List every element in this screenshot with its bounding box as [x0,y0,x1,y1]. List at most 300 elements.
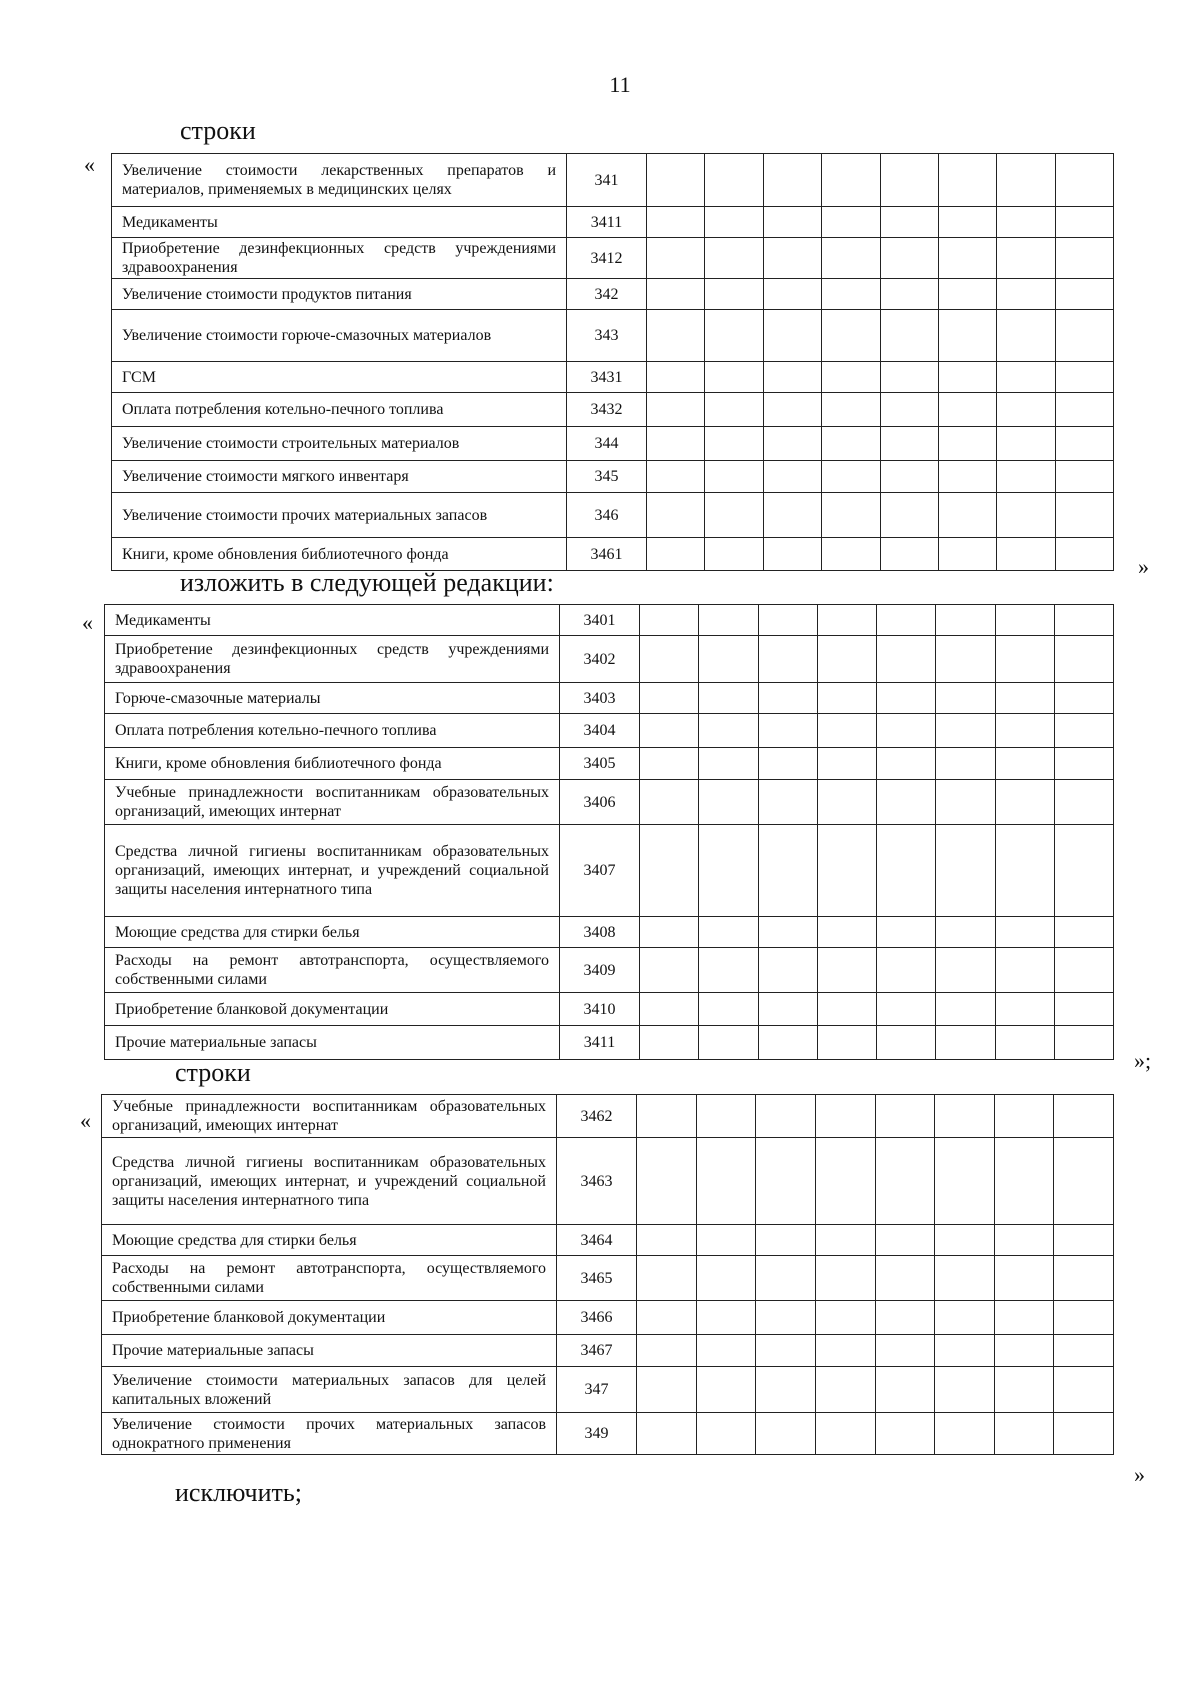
row-code: 3464 [557,1225,637,1256]
row-name: Увеличение стоимости мягкого инвентаря [112,461,567,493]
empty-cell [1054,1367,1114,1413]
empty-cell [935,1095,995,1138]
empty-cell [763,279,821,310]
empty-cell [699,825,758,917]
table-row [112,310,1114,362]
empty-cell [936,993,995,1026]
table-row [112,393,1114,427]
empty-cell [995,636,1054,683]
empty-cell [936,917,995,948]
empty-cell [936,683,995,714]
empty-cell [994,1256,1054,1301]
table-row [105,605,1114,636]
empty-cell [994,1367,1054,1413]
page-number: 11 [609,72,631,97]
row-name: Приобретение дезинфекционных средств учреждениями здравоохранения [105,636,560,683]
table-row [102,1256,1114,1301]
empty-cell [640,748,699,780]
empty-cell [875,1138,935,1225]
empty-cell [880,207,938,238]
table-row [112,238,1114,279]
table-row [105,948,1114,993]
empty-cell [637,1256,697,1301]
table-row [105,714,1114,748]
empty-cell [997,493,1055,538]
empty-cell [1054,780,1113,825]
empty-cell [1054,714,1113,748]
row-code: 3466 [557,1301,637,1335]
row-name: Моющие средства для стирки белья [105,917,560,948]
empty-cell [815,1138,875,1225]
empty-cell [815,1301,875,1335]
close-quote-2: »; [1134,1048,1152,1073]
empty-cell [756,1335,816,1367]
empty-cell [936,636,995,683]
table-row [105,748,1114,780]
empty-cell [640,714,699,748]
empty-cell [822,427,880,461]
table-row [102,1095,1114,1138]
row-name: Учебные принадлежности воспитанникам образовательных организаций, имеющих интернат [105,780,560,825]
empty-cell [1055,362,1113,393]
empty-cell [997,393,1055,427]
row-name: Увеличение стоимости продуктов питания [112,279,567,310]
empty-cell [640,825,699,917]
row-name: Книги, кроме обновления библиотечного фонда [105,748,560,780]
empty-cell [699,683,758,714]
empty-cell [875,1256,935,1301]
table-row [112,461,1114,493]
empty-cell [696,1138,756,1225]
empty-cell [705,154,763,207]
row-name: Медикаменты [112,207,567,238]
empty-cell [640,683,699,714]
empty-cell [647,427,705,461]
empty-cell [997,362,1055,393]
empty-cell [758,636,817,683]
table-row [112,493,1114,538]
empty-cell [758,917,817,948]
empty-cell [756,1413,816,1455]
empty-cell [995,714,1054,748]
empty-cell [877,605,936,636]
empty-cell [763,362,821,393]
empty-cell [647,538,705,571]
empty-cell [817,780,876,825]
empty-cell [705,427,763,461]
rows-table-original [111,153,1114,571]
row-code: 3401 [560,605,640,636]
row-name: Увеличение стоимости материальных запасов для целей капитальных вложений [102,1367,557,1413]
empty-cell [877,714,936,748]
row-code: 3411 [560,1026,640,1060]
empty-cell [637,1301,697,1335]
table-row [112,154,1114,207]
row-code: 3467 [557,1335,637,1367]
row-code: 3403 [560,683,640,714]
empty-cell [1054,1095,1114,1138]
row-name: Книги, кроме обновления библиотечного фонда [112,538,567,571]
empty-cell [699,714,758,748]
empty-cell [880,493,938,538]
empty-cell [822,362,880,393]
empty-cell [1055,538,1113,571]
empty-cell [647,154,705,207]
empty-cell [647,238,705,279]
empty-cell [758,605,817,636]
empty-cell [1054,1026,1113,1060]
empty-cell [935,1367,995,1413]
empty-cell [1054,748,1113,780]
empty-cell [815,1367,875,1413]
row-name: Моющие средства для стирки белья [102,1225,557,1256]
row-code: 3412 [567,238,647,279]
empty-cell [1055,493,1113,538]
empty-cell [1055,279,1113,310]
empty-cell [994,1225,1054,1256]
empty-cell [817,1026,876,1060]
empty-cell [822,393,880,427]
empty-cell [938,362,996,393]
empty-cell [1054,1301,1114,1335]
empty-cell [822,538,880,571]
empty-cell [1055,461,1113,493]
empty-cell [1054,636,1113,683]
empty-cell [994,1095,1054,1138]
empty-cell [640,948,699,993]
row-name: Оплата потребления котельно-печного топлива [112,393,567,427]
empty-cell [705,493,763,538]
empty-cell [696,1095,756,1138]
empty-cell [1054,1256,1114,1301]
empty-cell [938,279,996,310]
empty-cell [763,461,821,493]
row-name: Горюче-смазочные материалы [105,683,560,714]
table-row [105,825,1114,917]
table-row [112,279,1114,310]
row-name: Увеличение стоимости прочих материальных запасов [112,493,567,538]
empty-cell [997,154,1055,207]
empty-cell [758,825,817,917]
row-code: 3465 [557,1256,637,1301]
empty-cell [880,310,938,362]
empty-cell [822,310,880,362]
empty-cell [935,1301,995,1335]
rows-table-new-edition [104,604,1114,1060]
row-name: Увеличение стоимости лекарственных препаратов и материалов, применяемых в медицинских целях [112,154,567,207]
empty-cell [1054,917,1113,948]
row-code: 3410 [560,993,640,1026]
empty-cell [640,1026,699,1060]
table-row [102,1367,1114,1413]
empty-cell [822,154,880,207]
empty-cell [815,1335,875,1367]
empty-cell [756,1095,816,1138]
row-code: 3463 [557,1138,637,1225]
empty-cell [637,1138,697,1225]
table-row [102,1138,1114,1225]
row-code: 3404 [560,714,640,748]
empty-cell [696,1225,756,1256]
row-code: 3431 [567,362,647,393]
empty-cell [938,310,996,362]
empty-cell [756,1138,816,1225]
row-name: Учебные принадлежности воспитанникам образовательных организаций, имеющих интернат [102,1095,557,1138]
empty-cell [1054,1138,1114,1225]
table-row [105,917,1114,948]
empty-cell [995,948,1054,993]
empty-cell [935,1256,995,1301]
row-code: 349 [557,1413,637,1455]
empty-cell [699,748,758,780]
empty-cell [877,993,936,1026]
empty-cell [1055,238,1113,279]
empty-cell [637,1095,697,1138]
empty-cell [815,1225,875,1256]
open-quote-3: « [80,1108,91,1133]
empty-cell [1054,1413,1114,1455]
row-code: 3432 [567,393,647,427]
empty-cell [705,461,763,493]
empty-cell [637,1367,697,1413]
empty-cell [758,714,817,748]
empty-cell [997,279,1055,310]
empty-cell [758,993,817,1026]
empty-cell [763,393,821,427]
empty-cell [997,538,1055,571]
empty-cell [817,636,876,683]
empty-cell [936,1026,995,1060]
table-row [105,636,1114,683]
empty-cell [875,1095,935,1138]
table-row [112,538,1114,571]
empty-cell [994,1301,1054,1335]
empty-cell [936,780,995,825]
empty-cell [815,1095,875,1138]
empty-cell [637,1413,697,1455]
empty-cell [880,461,938,493]
row-code: 3402 [560,636,640,683]
empty-cell [880,538,938,571]
empty-cell [696,1367,756,1413]
row-name: Приобретение бланковой документации [105,993,560,1026]
empty-cell [647,461,705,493]
empty-cell [1055,310,1113,362]
empty-cell [936,825,995,917]
table-row [112,362,1114,393]
empty-cell [1054,948,1113,993]
empty-cell [640,780,699,825]
empty-cell [1055,393,1113,427]
empty-cell [763,493,821,538]
empty-cell [705,279,763,310]
empty-cell [647,362,705,393]
empty-cell [640,636,699,683]
empty-cell [938,393,996,427]
table-row [102,1413,1114,1455]
table-row [112,427,1114,461]
empty-cell [637,1335,697,1367]
table-row [102,1301,1114,1335]
empty-cell [994,1413,1054,1455]
empty-cell [880,238,938,279]
empty-cell [877,1026,936,1060]
empty-cell [938,538,996,571]
empty-cell [763,238,821,279]
table-row [112,207,1114,238]
row-code: 346 [567,493,647,538]
rows-table-excluded [101,1094,1114,1455]
empty-cell [815,1256,875,1301]
empty-cell [994,1138,1054,1225]
row-code: 3461 [567,538,647,571]
empty-cell [935,1413,995,1455]
empty-cell [758,1026,817,1060]
row-code: 3407 [560,825,640,917]
row-name: Расходы на ремонт автотранспорта, осуществляемого собственными силами [105,948,560,993]
empty-cell [647,207,705,238]
row-name: Приобретение бланковой документации [102,1301,557,1335]
empty-cell [938,207,996,238]
empty-cell [997,238,1055,279]
empty-cell [875,1301,935,1335]
row-code: 3405 [560,748,640,780]
caption-rows-1: строки [180,116,256,145]
open-quote-1: « [84,152,95,177]
row-name: Средства личной гигиены воспитанникам образовательных организаций, имеющих интернат, и учреждений социальной защиты населения интернатного типа [105,825,560,917]
empty-cell [995,917,1054,948]
empty-cell [936,948,995,993]
empty-cell [1055,154,1113,207]
empty-cell [640,605,699,636]
row-name: Медикаменты [105,605,560,636]
empty-cell [877,825,936,917]
row-name: Прочие материальные запасы [105,1026,560,1060]
empty-cell [817,683,876,714]
empty-cell [995,780,1054,825]
row-name: Расходы на ремонт автотранспорта, осуществляемого собственными силами [102,1256,557,1301]
empty-cell [758,748,817,780]
row-name: Средства личной гигиены воспитанникам образовательных организаций, имеющих интернат, и учреждений социальной защиты населения интернатного типа [102,1138,557,1225]
empty-cell [705,362,763,393]
empty-cell [696,1335,756,1367]
row-code: 344 [567,427,647,461]
empty-cell [822,461,880,493]
table-row [105,780,1114,825]
empty-cell [935,1225,995,1256]
row-name: Приобретение дезинфекционных средств учреждениями здравоохранения [112,238,567,279]
empty-cell [817,605,876,636]
caption-rows-2: строки [175,1058,251,1087]
empty-cell [1054,605,1113,636]
empty-cell [696,1256,756,1301]
row-code: 345 [567,461,647,493]
row-code: 3411 [567,207,647,238]
empty-cell [699,605,758,636]
row-name: Увеличение стоимости строительных материалов [112,427,567,461]
empty-cell [815,1413,875,1455]
empty-cell [756,1256,816,1301]
table-row [102,1335,1114,1367]
empty-cell [877,948,936,993]
empty-cell [637,1225,697,1256]
empty-cell [995,748,1054,780]
empty-cell [696,1301,756,1335]
empty-cell [758,780,817,825]
row-code: 3409 [560,948,640,993]
empty-cell [877,636,936,683]
empty-cell [817,714,876,748]
row-name: Прочие материальные запасы [102,1335,557,1367]
caption-new-edition: изложить в следующей редакции: [180,568,554,597]
row-name: ГСМ [112,362,567,393]
empty-cell [817,993,876,1026]
empty-cell [1054,825,1113,917]
empty-cell [877,780,936,825]
empty-cell [938,154,996,207]
open-quote-2: « [82,610,93,635]
row-name: Увеличение стоимости горюче-смазочных материалов [112,310,567,362]
empty-cell [647,310,705,362]
empty-cell [880,427,938,461]
empty-cell [699,948,758,993]
empty-cell [647,279,705,310]
empty-cell [1054,1225,1114,1256]
empty-cell [705,393,763,427]
empty-cell [699,1026,758,1060]
empty-cell [705,538,763,571]
empty-cell [699,780,758,825]
row-code: 3462 [557,1095,637,1138]
close-quote-1: » [1138,554,1149,579]
empty-cell [758,948,817,993]
empty-cell [699,917,758,948]
empty-cell [880,393,938,427]
empty-cell [822,207,880,238]
empty-cell [705,238,763,279]
empty-cell [995,1026,1054,1060]
empty-cell [875,1335,935,1367]
empty-cell [997,461,1055,493]
empty-cell [994,1335,1054,1367]
empty-cell [756,1367,816,1413]
empty-cell [995,605,1054,636]
empty-cell [763,427,821,461]
empty-cell [822,279,880,310]
empty-cell [875,1225,935,1256]
empty-cell [817,917,876,948]
empty-cell [936,605,995,636]
empty-cell [763,154,821,207]
empty-cell [938,238,996,279]
empty-cell [936,748,995,780]
empty-cell [705,207,763,238]
table-row [105,683,1114,714]
empty-cell [938,427,996,461]
empty-cell [763,310,821,362]
empty-cell [936,714,995,748]
row-code: 347 [557,1367,637,1413]
table-row [105,1026,1114,1060]
empty-cell [817,748,876,780]
empty-cell [817,825,876,917]
empty-cell [822,238,880,279]
empty-cell [696,1413,756,1455]
row-code: 3406 [560,780,640,825]
empty-cell [817,948,876,993]
empty-cell [880,279,938,310]
empty-cell [1054,1335,1114,1367]
